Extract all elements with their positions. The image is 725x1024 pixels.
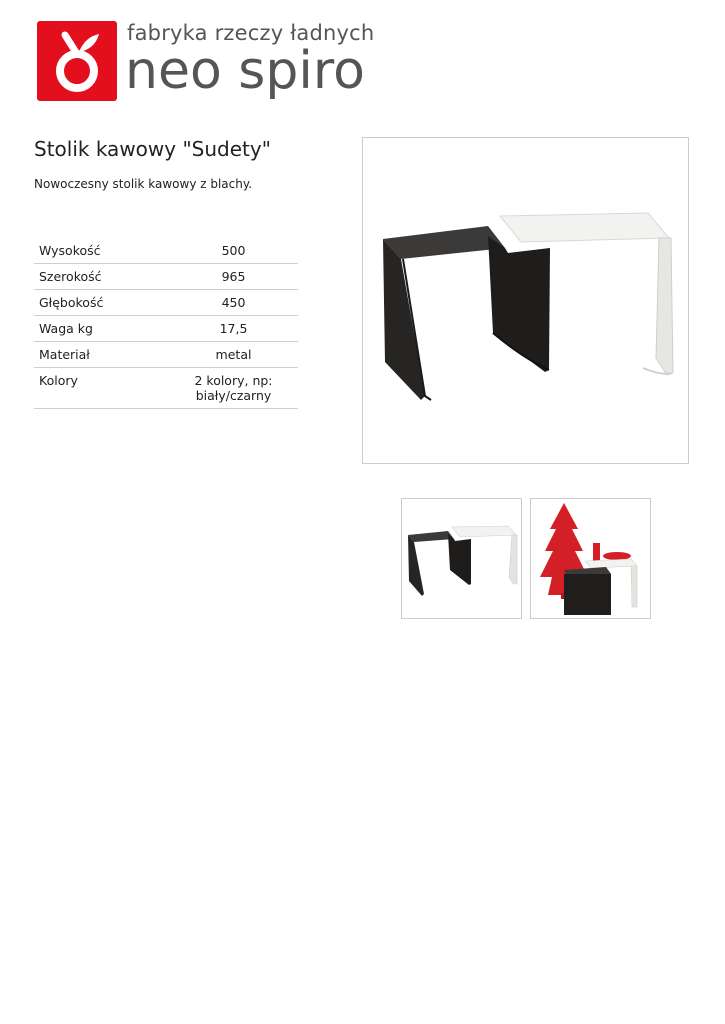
product-description: Nowoczesny stolik kawowy z blachy. [34, 177, 253, 191]
table-row [34, 290, 298, 316]
spec-value: 965 [169, 264, 298, 290]
brand-name: neo spiro [125, 41, 365, 101]
spec-value: 500 [169, 238, 298, 264]
product-title: Stolik kawowy "Sudety" [34, 137, 271, 161]
spec-label: Głębokość [34, 290, 169, 316]
spec-label: Szerokość [34, 264, 169, 290]
spec-label: Materiał [34, 342, 169, 368]
spec-label: Kolory [34, 368, 169, 409]
table-row [34, 316, 298, 342]
spec-value: 450 [169, 290, 298, 316]
table-row [34, 342, 298, 368]
spec-label: Wysokość [34, 238, 169, 264]
red-tree-decoration-with-tables-icon [531, 499, 650, 618]
spec-value: 17,5 [169, 316, 298, 342]
spec-label: Waga kg [34, 316, 169, 342]
table-row [34, 368, 298, 409]
nesting-tables-black-white-icon [363, 138, 688, 463]
brand-tagline: fabryka rzeczy ładnych [127, 21, 375, 45]
table-row [34, 238, 298, 264]
spec-table [34, 238, 298, 409]
main-product-image[interactable] [362, 137, 689, 464]
brand-logo [37, 21, 375, 103]
apple-logo-icon [37, 21, 117, 101]
thumbnail-1[interactable] [401, 498, 522, 619]
nesting-tables-black-white-icon [402, 499, 521, 618]
spec-value: metal [169, 342, 298, 368]
table-row [34, 264, 298, 290]
spec-value: 2 kolory, np: biały/czarny [169, 368, 298, 409]
thumbnail-2[interactable] [530, 498, 651, 619]
